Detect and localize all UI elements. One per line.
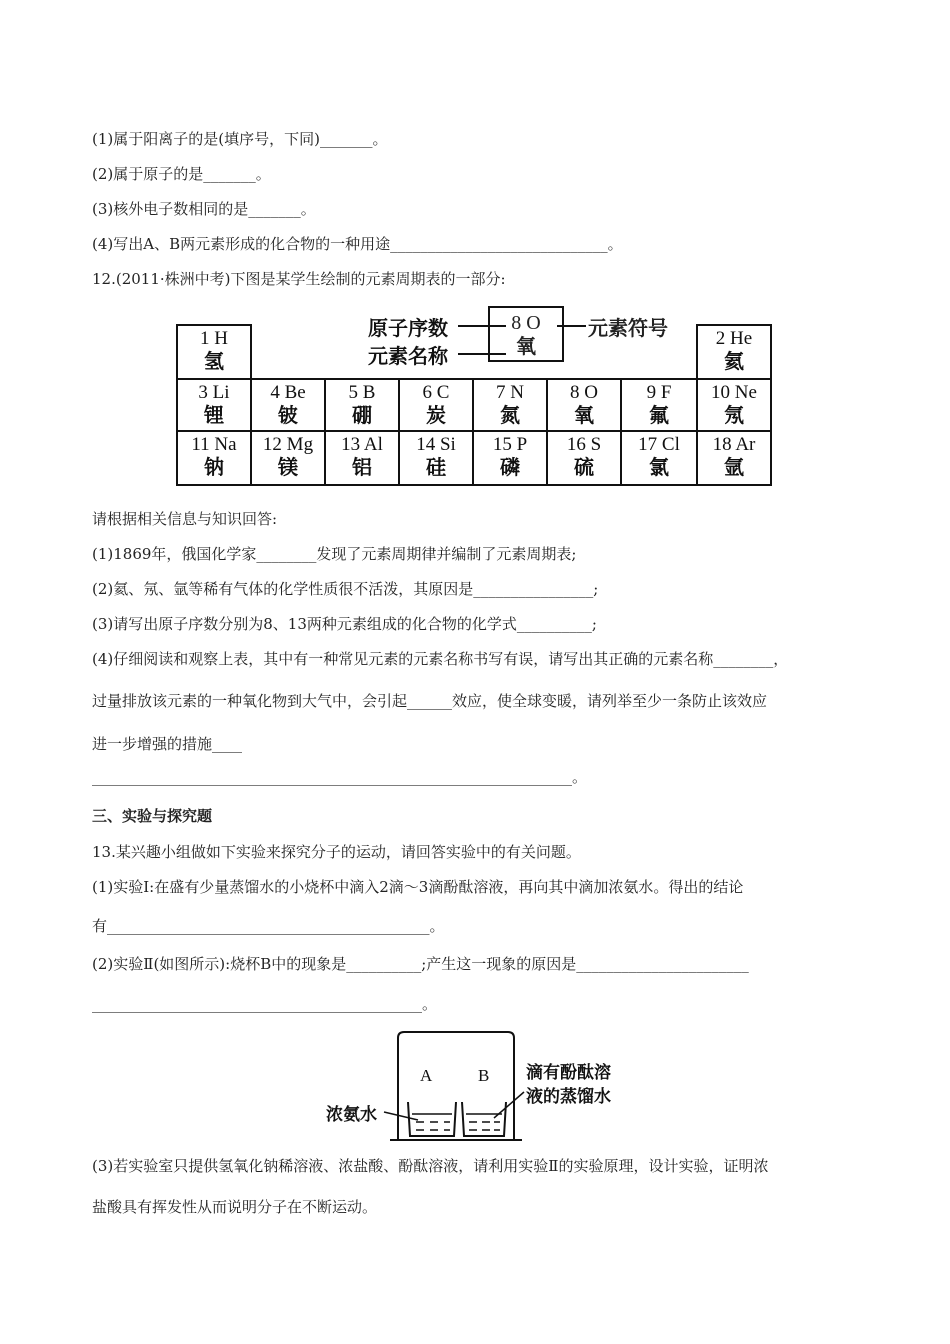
legend-sample-box — [488, 306, 564, 362]
q12-part4-line1: (4)仔细阅读和观察上表，其中有一种常见元素的元素名称书写有误，请写出其正确的元素名称________， — [92, 650, 789, 668]
legend-symbol: 元素符号 — [588, 318, 668, 340]
cell-o: 8 O 氧 — [546, 378, 622, 432]
cell-si: 14 Si 硅 — [398, 430, 474, 486]
cell-ar: 18 Ar 氩 — [696, 430, 772, 486]
cell-p: 15 P 磷 — [472, 430, 548, 486]
q13-part1-line1: (1)实验Ⅰ:在盛有少量蒸馏水的小烧杯中滴入2滴～3滴酚酞溶液，再向其中滴加浓氨水。得出的结论 — [92, 878, 744, 896]
beaker-figure — [326, 1030, 646, 1145]
q13-part1-line2: 有___________________________________________。 — [92, 917, 445, 935]
q13-stem: 13.某兴趣小组做如下实验来探究分子的运动，请回答实验中的有关问题。 — [92, 843, 581, 861]
cell-n: 7 N 氮 — [472, 378, 548, 432]
cell-ne: 10 Ne 氖 — [696, 378, 772, 432]
q12-part4-line3: 进一步增强的措施____ — [92, 735, 243, 753]
cell-al: 13 Al 铝 — [324, 430, 400, 486]
ammonia-label: 浓氨水 — [326, 1105, 377, 1124]
cell-cl: 17 Cl 氯 — [620, 430, 698, 486]
cell-h: 1 H 氢 — [176, 324, 252, 380]
section-title: 三、实验与探究题 — [92, 807, 213, 825]
cell-b: 5 B 硼 — [324, 378, 400, 432]
legend-sample-symbol: 8 O — [511, 312, 541, 334]
cell-he: 2 He 氦 — [696, 324, 772, 380]
q11-part3: (3)核外电子数相同的是_______。 — [92, 200, 316, 218]
cell-na: 11 Na 钠 — [176, 430, 252, 486]
legend-atomic-number: 原子序数 — [368, 318, 448, 340]
q12-intro: 请根据相关信息与知识回答: — [92, 510, 278, 528]
q12-part4-line2: 过量排放该元素的一种氧化物到大气中，会引起______效应，使全球变暖，请列举至少一条防止该效应 — [92, 692, 768, 710]
cell-f: 9 F 氟 — [620, 378, 698, 432]
beaker-a-label: A — [420, 1066, 433, 1085]
q11-part2: (2)属于原子的是_______。 — [92, 165, 271, 183]
q12-stem: 12.(2011·株洲中考)下图是某学生绘制的元素周期表的一部分: — [92, 270, 506, 288]
cell-be: 4 Be 铍 — [250, 378, 326, 432]
q12-part3: (3)请写出原子序数分别为8、13两种元素组成的化合物的化学式__________; — [92, 615, 597, 633]
q12-part2: (2)氦、氖、氩等稀有气体的化学性质很不活泼，其原因是________________; — [92, 580, 599, 598]
q12-part1: (1)1869年，俄国化学家________发现了元素周期律并编制了元素周期表; — [92, 545, 577, 563]
q11-part1: (1)属于阳离子的是(填序号，下同)_______。 — [92, 130, 388, 148]
q13-part2-line2: ____________________________________________。 — [92, 995, 438, 1013]
periodic-table — [176, 308, 776, 488]
q13-part3-line2: 盐酸具有挥发性从而说明分子在不断运动。 — [92, 1198, 378, 1216]
cell-s: 16 S 硫 — [546, 430, 622, 486]
cell-li: 3 Li 锂 — [176, 378, 252, 432]
q11-part4: (4)写出A、B两元素形成的化合物的一种用途_____________________________。 — [92, 235, 623, 253]
q13-part2-line1: (2)实验Ⅱ(如图所示):烧杯B中的现象是__________;产生这一现象的原因是_______________________ — [92, 955, 749, 973]
q13-part3-line1: (3)若实验室只提供氢氧化钠稀溶液、浓盐酸、酚酞溶液，请利用实验Ⅱ的实验原理，设计实验，证明浓 — [92, 1157, 769, 1175]
phenolphthalein-label-2: 液的蒸馏水 — [526, 1087, 611, 1106]
cell-mg: 12 Mg 镁 — [250, 430, 326, 486]
legend-sample-name: 氧 — [516, 336, 536, 358]
beaker-b-label: B — [478, 1066, 490, 1085]
q12-part4-line4: ________________________________________________________________。 — [92, 768, 588, 786]
phenolphthalein-label-1: 滴有酚酞溶 — [526, 1063, 611, 1082]
cell-c: 6 C 炭 — [398, 378, 474, 432]
legend-element-name: 元素名称 — [368, 346, 448, 368]
